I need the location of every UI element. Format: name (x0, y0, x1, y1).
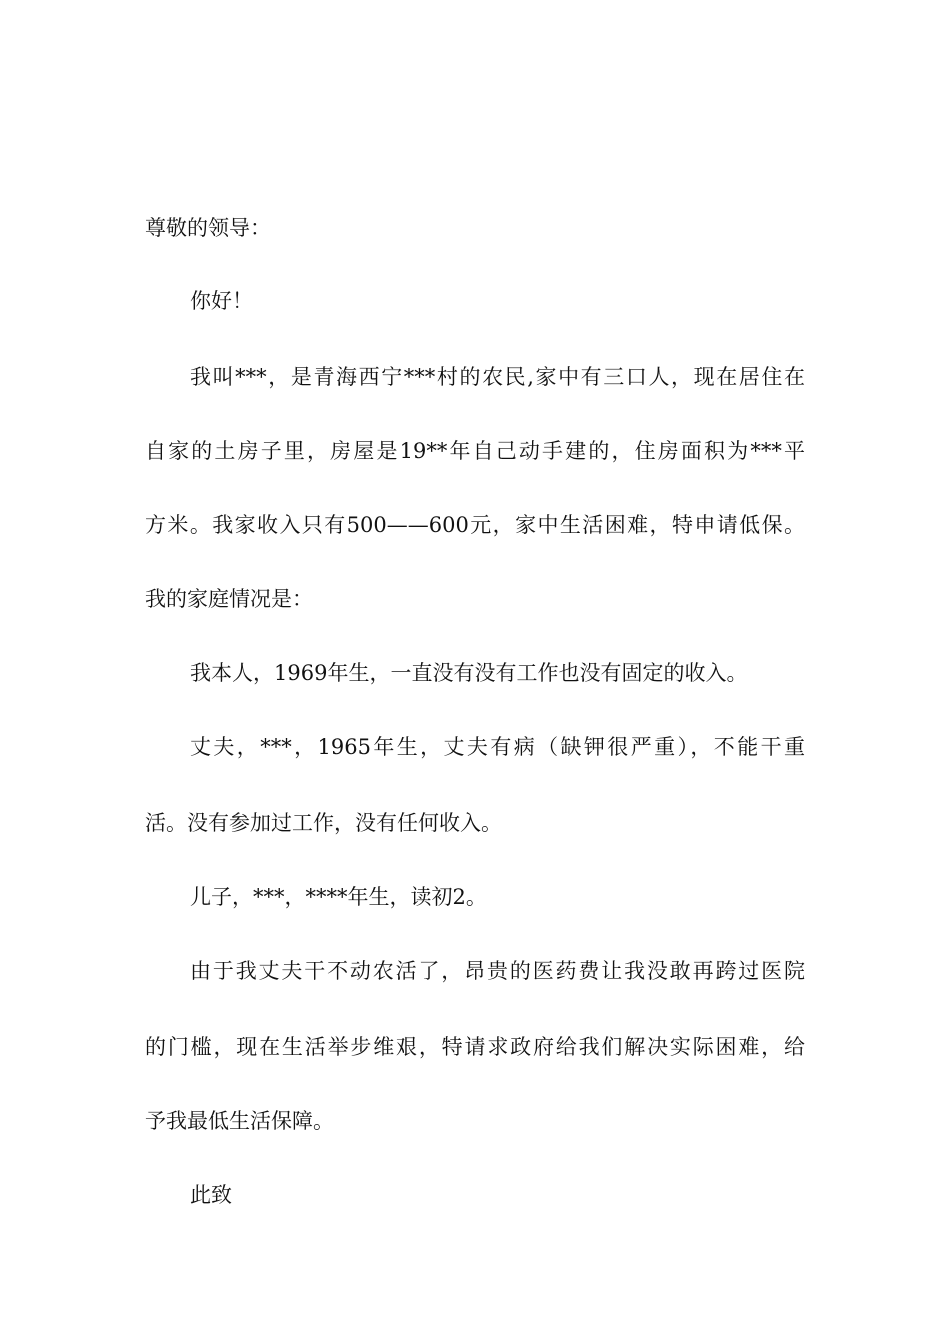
paragraph-line: 由于我丈夫干不动农活了，昂贵的医药费让我没敢再跨过医院 (190, 959, 805, 983)
greeting: 你好！ (190, 289, 253, 313)
paragraph-line: 我的家庭情况是： (145, 587, 313, 611)
paragraph-line: 的门槛，现在生活举步维艰，特请求政府给我们解决实际困难，给 (145, 1035, 805, 1059)
paragraph-line: 我叫***，是青海西宁***村的农民,家中有三口人，现在居住在 (190, 365, 805, 389)
paragraph-line: 予我最低生活保障。 (145, 1109, 334, 1133)
paragraph-line: 儿子，***，****年生，读初2。 (190, 885, 487, 909)
paragraph-line: 活。没有参加过工作，没有任何收入。 (145, 811, 502, 835)
closing: 此致 (190, 1183, 232, 1207)
paragraph-line: 方米。我家收入只有500——600元，家中生活困难，特申请低保。 (145, 513, 805, 537)
paragraph-line: 我本人，1969年生，一直没有没有工作也没有固定的收入。 (190, 661, 748, 685)
salutation: 尊敬的领导： (145, 216, 271, 240)
paragraph-line: 丈夫，***，1965年生，丈夫有病（缺钾很严重），不能干重 (190, 735, 805, 759)
paragraph-line: 自家的土房子里，房屋是19**年自己动手建的，住房面积为***平 (145, 439, 805, 463)
